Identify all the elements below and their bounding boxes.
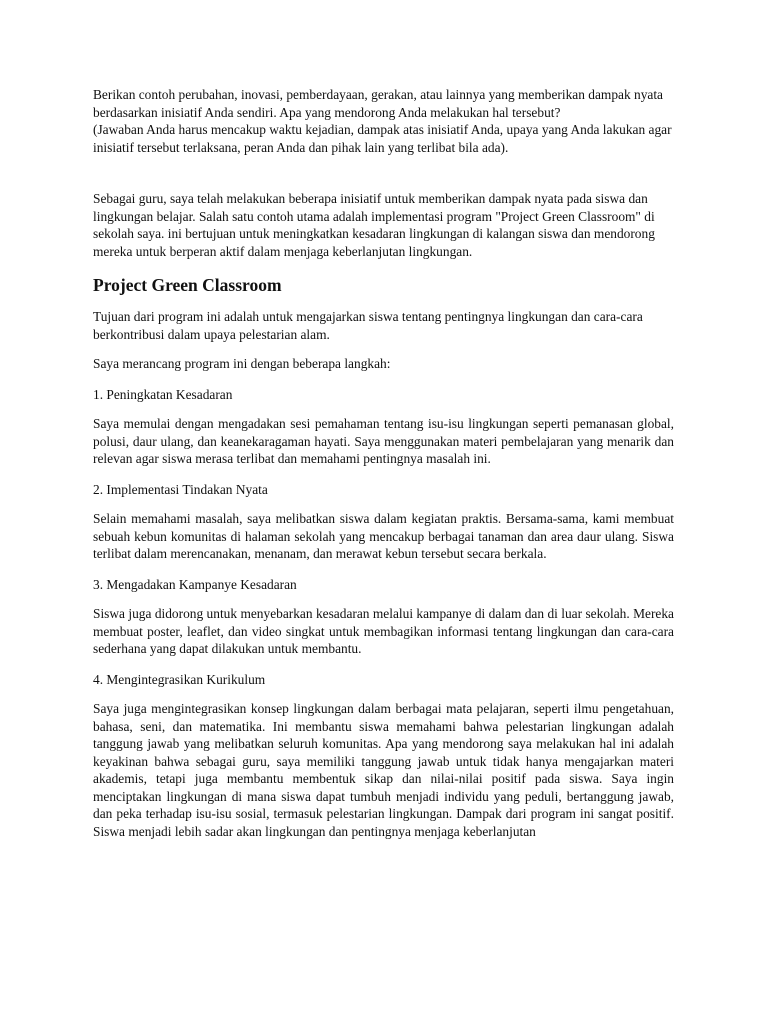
- goal-paragraph: Tujuan dari program ini adalah untuk mengajarkan siswa tentang pentingnya lingkungan dan cara-cara berkontribusi dalam upaya pelestarian alam.: [93, 309, 643, 342]
- question-prompt: Berikan contoh perubahan, inovasi, pemberdayaan, gerakan, atau lainnya yang memberikan dampak nyata berdasarkan inisiatif Anda sendiri. Apa yang mendorong Anda melakukan hal tersebut?: [93, 87, 663, 120]
- step-body-2: Selain memahami masalah, saya melibatkan siswa dalam kegiatan praktis. Bersama-sama, kami membuat sebuah kebun komunitas di halaman sekolah yang mencakup berbagai tanaman dan area daur ulang. Siswa terlibat dalam merencanakan, menanam, dan merawat kebun tersebut secara berkala.: [93, 511, 674, 561]
- step-title-4: 4. Mengintegrasikan Kurikulum: [93, 671, 266, 687]
- step-body-3: Siswa juga didorong untuk menyebarkan kesadaran melalui kampanye di dalam dan di luar sekolah. Mereka membuat poster, leaflet, dan video singkat untuk membagikan informasi tentang lingkungan dan cara-cara sederhana yang dapat dilakukan untuk membantu.: [93, 606, 674, 656]
- step-body-1: Saya memulai dengan mengadakan sesi pemahaman tentang isu-isu lingkungan seperti pemanasan global, polusi, daur ulang, dan keanekaragaman hayati. Saya menggunakan materi pembelajaran yang menarik dan relevan agar siswa merasa terlibat dan memahami pentingnya masalah ini.: [93, 416, 674, 466]
- step-title-2: 2. Implementasi Tindakan Nyata: [93, 481, 268, 497]
- step-body-4: Saya juga mengintegrasikan konsep lingkungan dalam berbagai mata pelajaran, seperti ilmu pengetahuan, bahasa, seni, dan matematika. Ini membantu siswa memahami bahwa pelestarian lingkungan adalah tanggung jawab yang melibatkan seluruh komunitas. Apa yang mendorong saya melakukan hal ini adalah keyakinan bahwa sebagai guru, saya memiliki tanggung jawab untuk tidak hanya mengajarkan materi akademis, tetapi juga membantu membentuk sikap dan nilai-nilai positif pada siswa. Saya ingin menciptakan lingkungan di mana siswa dapat tumbuh menjadi individu yang peduli, bertanggung jawab, dan peka terhadap isu-isu sosial, termasuk pelestarian lingkungan. Dampak dari program ini sangat positif. Siswa menjadi lebih sadar akan lingkungan dan pentingnya menjaga keberlanjutan: [93, 701, 674, 839]
- question-note: (Jawaban Anda harus mencakup waktu kejadian, dampak atas inisiatif Anda, upaya yang Anda lakukan agar inisiatif tersebut terlaksana, peran Anda dan pihak lain yang terlibat bila ada).: [93, 122, 672, 155]
- intro-paragraph: Sebagai guru, saya telah melakukan beberapa inisiatif untuk memberikan dampak nyata pada siswa dan lingkungan belajar. Salah satu contoh utama adalah implementasi program "Project Green Classroom" di sekolah saya. ini bertujuan untuk meningkatkan kesadaran lingkungan di kalangan siswa dan mendorong mereka untuk berperan aktif dalam menjaga keberlanjutan lingkungan.: [93, 191, 655, 259]
- step-title-3: 3. Mengadakan Kampanye Kesadaran: [93, 576, 297, 592]
- section-heading: Project Green Classroom: [93, 275, 282, 295]
- document-page: [93, 86, 674, 840]
- step-title-1: 1. Peningkatan Kesadaran: [93, 386, 233, 402]
- steps-intro: Saya merancang program ini dengan beberapa langkah:: [93, 356, 391, 371]
